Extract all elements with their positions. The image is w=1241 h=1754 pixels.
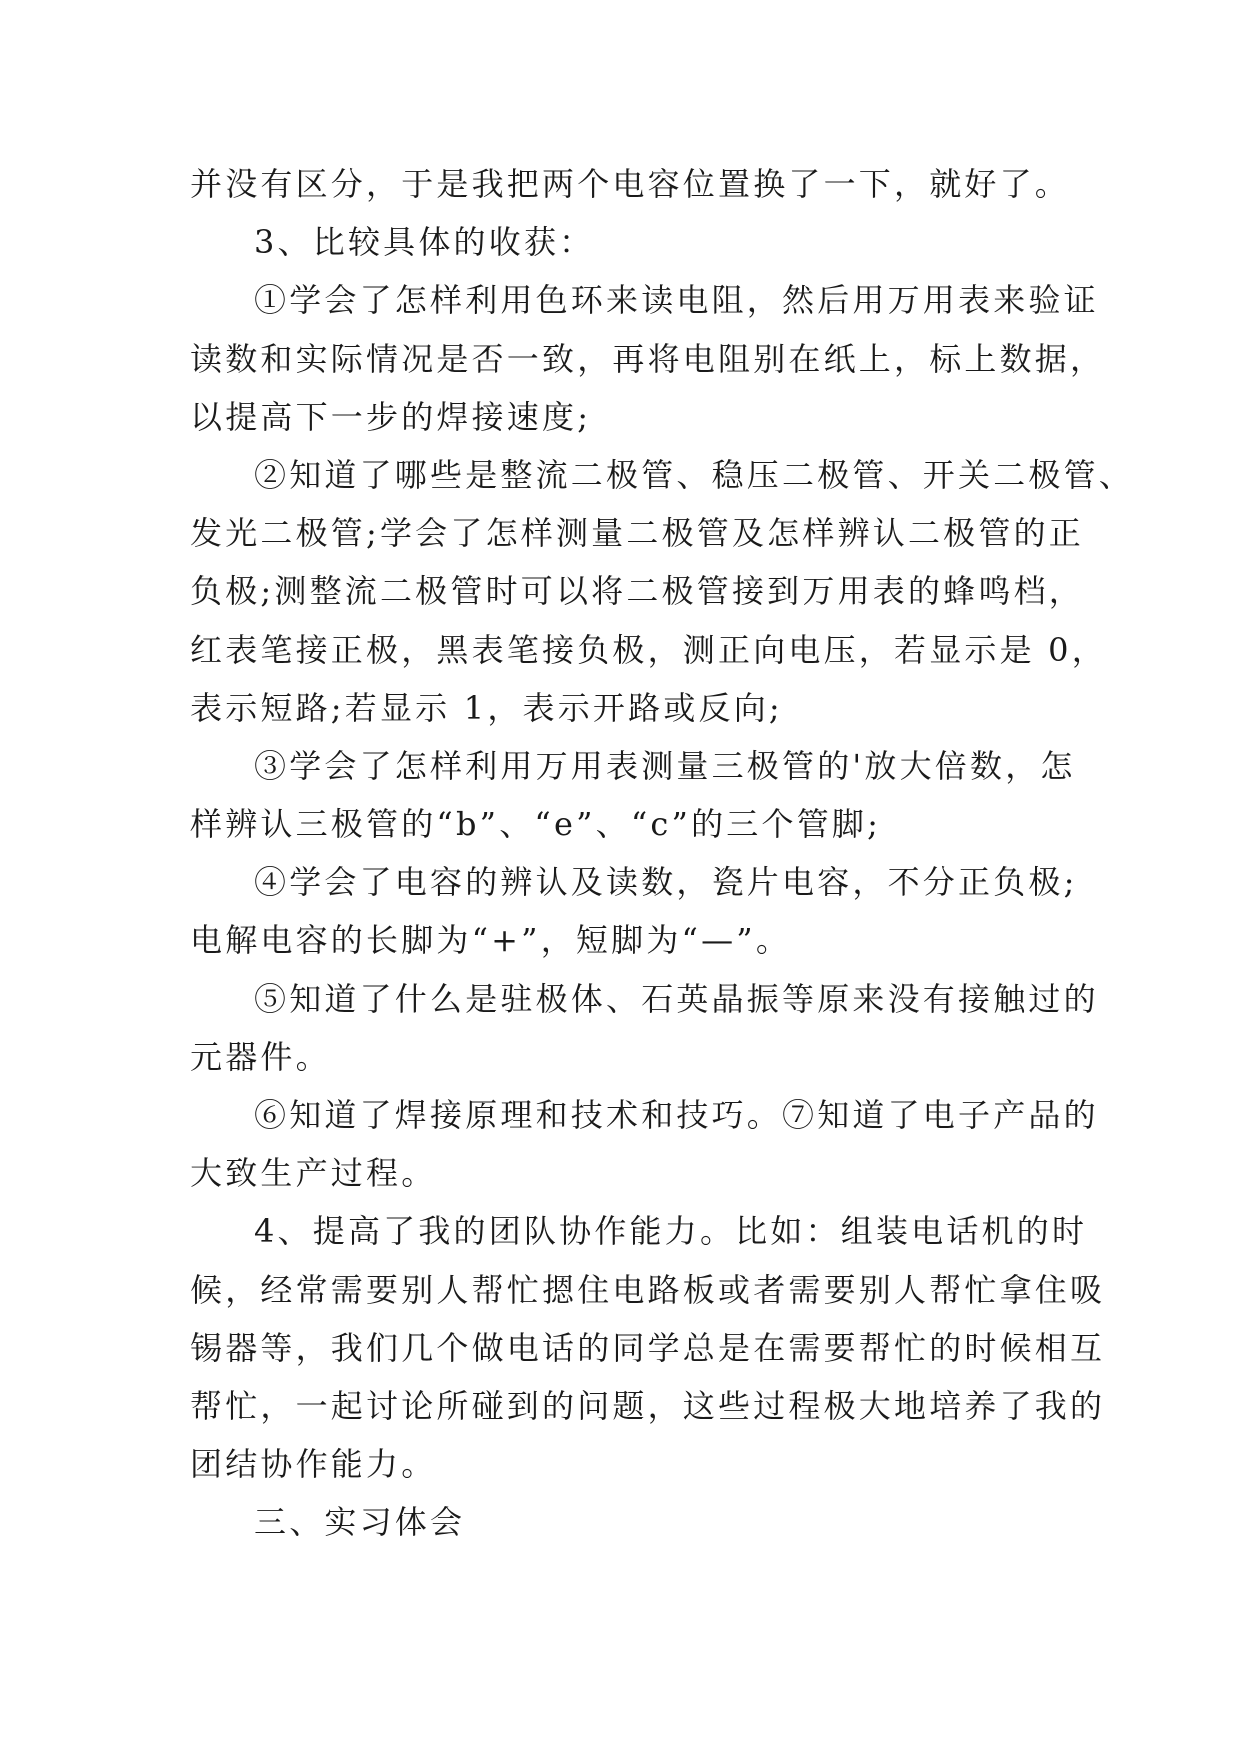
body-line: 元器件。 xyxy=(190,1037,331,1076)
section-heading: 3、比较具体的收获： xyxy=(254,223,595,262)
body-line: 红表笔接正极，黑表笔接负极，测正向电压，若显示是 0， xyxy=(190,630,1107,669)
section-heading-3: 三、实习体会 xyxy=(254,1503,466,1542)
list-item-3: ③学会了怎样利用万用表测量三极管的'放大倍数，怎 xyxy=(254,746,1076,785)
body-line: 读数和实际情况是否一致，再将电阻别在纸上，标上数据， xyxy=(190,339,1106,378)
body-line: 以提高下一步的焊接速度; xyxy=(190,397,592,436)
body-line: 团结协作能力。 xyxy=(190,1445,437,1484)
body-line: 帮忙，一起讨论所碰到的问题，这些过程极大地培养了我的 xyxy=(190,1386,1106,1425)
body-line: 表示短路;若显示 1，表示开路或反向; xyxy=(190,688,783,727)
list-item-4: ④学会了电容的辨认及读数，瓷片电容，不分正负极; xyxy=(254,863,1078,902)
body-line: 负极;测整流二极管时可以将二极管接到万用表的蜂鸣档， xyxy=(190,572,1084,611)
list-item-6: ⑥知道了焊接原理和技术和技巧。⑦知道了电子产品的 xyxy=(254,1096,1099,1134)
body-line: 锡器等，我们几个做电话的同学总是在需要帮忙的时候相互 xyxy=(190,1328,1106,1367)
body-line: 并没有区分，于是我把两个电容位置换了一下，就好了。 xyxy=(190,165,1071,203)
body-line: 电解电容的长脚为“+”，短脚为“—”。 xyxy=(190,921,792,960)
body-line: 样辨认三极管的“b”、“e”、“c”的三个管脚; xyxy=(190,805,882,844)
body-line: 大致生产过程。 xyxy=(190,1154,437,1193)
document-body xyxy=(190,155,1135,1552)
list-item-1: ①学会了怎样利用色环来读电阻，然后用万用表来验证 xyxy=(254,281,1099,320)
body-line: 发光二极管;学会了怎样测量二极管及怎样辨认二极管的正 xyxy=(190,514,1084,553)
body-line: 候，经常需要别人帮忙摁住电路板或者需要别人帮忙拿住吸 xyxy=(190,1270,1106,1309)
paragraph-4: 4、提高了我的团队协作能力。比如：组装电话机的时 xyxy=(254,1212,1088,1251)
list-item-2: ②知道了哪些是整流二极管、稳压二极管、开关二极管、 xyxy=(254,455,1135,494)
list-item-5: ⑤知道了什么是驻极体、石英晶振等原来没有接触过的 xyxy=(254,979,1099,1018)
